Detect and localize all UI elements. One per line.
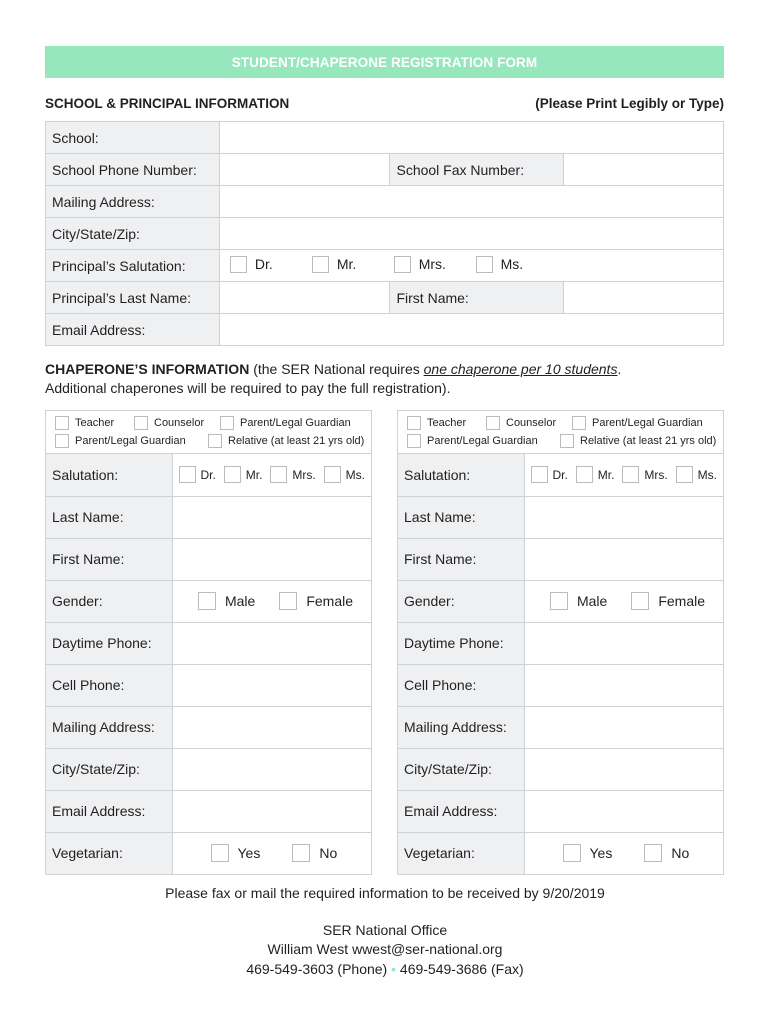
school-fax-label: School Fax Number:: [390, 154, 564, 186]
last-name-field[interactable]: [172, 496, 371, 538]
first-name-label: First Name:: [46, 538, 172, 580]
daytime-phone-label: Daytime Phone:: [46, 622, 172, 664]
mailing-address-label: Mailing Address:: [46, 706, 172, 748]
checkbox[interactable]: [576, 466, 593, 483]
phone-fax-line: [0, 961, 770, 977]
role-options: [398, 411, 723, 454]
salutation-ms-option[interactable]: Ms.: [676, 466, 717, 483]
cell-phone-label: Cell Phone:: [398, 664, 524, 706]
salutation-label: Salutation:: [46, 454, 172, 496]
office-name: SER National Office: [322, 922, 448, 938]
role-relative-option[interactable]: Relative (at least 21 yrs old): [560, 434, 716, 448]
school-fax-field[interactable]: [564, 154, 724, 186]
chaperone-table: [46, 454, 371, 874]
checkbox[interactable]: [220, 416, 234, 430]
role-guardian-option-2[interactable]: Parent/Legal Guardian: [55, 434, 186, 448]
mailing-address-label: Mailing Address:: [46, 186, 220, 218]
deadline-note: Please fax or mail the required information to be received by 9/20/2019: [165, 885, 605, 901]
separator-bullet: •: [391, 961, 397, 977]
role-teacher-option[interactable]: Teacher: [407, 416, 466, 430]
form-title: STUDENT/CHAPERONE REGISTRATION FORM: [45, 46, 724, 78]
chaperone-table: [398, 454, 723, 874]
checkbox[interactable]: [312, 256, 329, 273]
role-teacher-option[interactable]: Teacher: [55, 416, 114, 430]
print-note: (Please Print Legibly or Type): [535, 96, 724, 111]
mailing-address-label: Mailing Address:: [398, 706, 524, 748]
checkbox[interactable]: [476, 256, 493, 273]
principal-first-name-field[interactable]: [564, 282, 724, 314]
daytime-phone-label: Daytime Phone:: [398, 622, 524, 664]
salutation-dr-option[interactable]: Dr.: [230, 256, 308, 273]
cell-phone-label: Cell Phone:: [46, 664, 172, 706]
checkbox[interactable]: [208, 434, 222, 448]
cell-phone-field[interactable]: [524, 664, 723, 706]
office-phone: 469-549-3603 (Phone): [246, 961, 388, 977]
vegetarian-label: Vegetarian:: [398, 832, 524, 874]
checkbox[interactable]: [644, 844, 662, 862]
salutation-mrs-option[interactable]: Mrs.: [270, 466, 315, 483]
salutation-mr-option[interactable]: Mr.: [576, 466, 615, 483]
gender-options: [172, 580, 371, 622]
daytime-phone-field[interactable]: [172, 622, 371, 664]
checkbox[interactable]: [198, 592, 216, 610]
principal-salutation-label: Principal’s Salutation:: [46, 250, 220, 282]
vegetarian-yes-option[interactable]: Yes: [563, 844, 613, 862]
gender-male-option[interactable]: Male: [198, 592, 255, 610]
salutation-mrs-option[interactable]: Mrs.: [394, 256, 472, 273]
checkbox[interactable]: [531, 466, 548, 483]
vegetarian-label: Vegetarian:: [46, 832, 172, 874]
principal-salutation-options: [219, 250, 723, 282]
gender-label: Gender:: [398, 580, 524, 622]
city-state-zip-field[interactable]: [172, 748, 371, 790]
checkbox[interactable]: [55, 416, 69, 430]
salutation-mr-option[interactable]: Mr.: [312, 256, 390, 273]
chaperone-section-heading: CHAPERONE’S INFORMATION (the SER National requires one chaperone per 10 students. Additional chaperones will be required to pay the full registration).: [45, 361, 622, 396]
checkbox[interactable]: [572, 416, 586, 430]
school-phone-field[interactable]: [219, 154, 390, 186]
city-state-zip-label: City/State/Zip:: [398, 748, 524, 790]
checkbox[interactable]: [563, 844, 581, 862]
mailing-address-field[interactable]: [172, 706, 371, 748]
email-label: Email Address:: [46, 790, 172, 832]
role-counselor-option[interactable]: Counselor: [486, 416, 556, 430]
principal-last-name-label: Principal’s Last Name:: [46, 282, 220, 314]
school-phone-label: School Phone Number:: [46, 154, 220, 186]
gender-female-option[interactable]: Female: [279, 592, 353, 610]
vegetarian-no-option[interactable]: No: [292, 844, 337, 862]
checkbox[interactable]: [631, 592, 649, 610]
gender-label: Gender:: [46, 580, 172, 622]
salutation-dr-option[interactable]: Dr.: [179, 466, 216, 483]
role-options: [46, 411, 371, 454]
salutation-ms-option[interactable]: Ms.: [324, 466, 365, 483]
last-name-label: Last Name:: [46, 496, 172, 538]
email-field[interactable]: [172, 790, 371, 832]
contact-line: William West wwest@ser-national.org: [267, 941, 503, 957]
city-state-zip-label: City/State/Zip:: [46, 218, 220, 250]
school-info-table: [45, 121, 724, 346]
checkbox[interactable]: [622, 466, 639, 483]
mailing-address-field[interactable]: [524, 706, 723, 748]
city-state-zip-field[interactable]: [524, 748, 723, 790]
salutation-options: [172, 454, 371, 496]
first-name-field[interactable]: [524, 538, 723, 580]
last-name-label: Last Name:: [398, 496, 524, 538]
checkbox[interactable]: [676, 466, 693, 483]
vegetarian-yes-option[interactable]: Yes: [211, 844, 261, 862]
cell-phone-field[interactable]: [172, 664, 371, 706]
checkbox[interactable]: [324, 466, 341, 483]
checkbox[interactable]: [270, 466, 287, 483]
salutation-mr-option[interactable]: Mr.: [224, 466, 263, 483]
principal-last-name-field[interactable]: [219, 282, 390, 314]
salutation-options: [524, 454, 723, 496]
gender-male-option[interactable]: Male: [550, 592, 607, 610]
office-fax: 469-549-3686 (Fax): [399, 961, 524, 977]
gender-options: [524, 580, 723, 622]
city-state-zip-field[interactable]: [219, 218, 723, 250]
checkbox[interactable]: [560, 434, 574, 448]
school-label: School:: [46, 122, 220, 154]
email-label: Email Address:: [398, 790, 524, 832]
chaperone-form-2: [397, 410, 724, 875]
checkbox[interactable]: [292, 844, 310, 862]
checkbox[interactable]: [134, 416, 148, 430]
vegetarian-options: [172, 832, 371, 874]
gender-female-option[interactable]: Female: [631, 592, 705, 610]
checkbox[interactable]: [407, 416, 421, 430]
email-label: Email Address:: [46, 314, 220, 346]
salutation-label: Salutation:: [398, 454, 524, 496]
email-field[interactable]: [219, 314, 723, 346]
role-guardian-option-2[interactable]: Parent/Legal Guardian: [407, 434, 538, 448]
vegetarian-options: [524, 832, 723, 874]
checkbox[interactable]: [179, 466, 196, 483]
checkbox[interactable]: [407, 434, 421, 448]
chaperone-form-1: [45, 410, 372, 875]
daytime-phone-field[interactable]: [524, 622, 723, 664]
first-name-label: First Name:: [398, 538, 524, 580]
vegetarian-no-option[interactable]: No: [644, 844, 689, 862]
first-name-field[interactable]: [172, 538, 371, 580]
salutation-mrs-option[interactable]: Mrs.: [622, 466, 667, 483]
checkbox[interactable]: [279, 592, 297, 610]
salutation-dr-option[interactable]: Dr.: [531, 466, 568, 483]
checkbox[interactable]: [224, 466, 241, 483]
role-guardian-option[interactable]: Parent/Legal Guardian: [220, 416, 351, 430]
checkbox[interactable]: [394, 256, 411, 273]
email-field[interactable]: [524, 790, 723, 832]
principal-first-name-label: First Name:: [390, 282, 564, 314]
checkbox[interactable]: [230, 256, 247, 273]
checkbox[interactable]: [211, 844, 229, 862]
school-section-heading: SCHOOL & PRINCIPAL INFORMATION: [45, 96, 290, 111]
school-field[interactable]: [219, 122, 723, 154]
checkbox[interactable]: [550, 592, 568, 610]
checkbox[interactable]: [55, 434, 69, 448]
role-guardian-option[interactable]: Parent/Legal Guardian: [572, 416, 703, 430]
role-relative-option[interactable]: Relative (at least 21 yrs old): [208, 434, 364, 448]
mailing-address-field[interactable]: [219, 186, 723, 218]
last-name-field[interactable]: [524, 496, 723, 538]
salutation-ms-option[interactable]: Ms.: [476, 256, 524, 273]
checkbox[interactable]: [486, 416, 500, 430]
role-counselor-option[interactable]: Counselor: [134, 416, 204, 430]
city-state-zip-label: City/State/Zip:: [46, 748, 172, 790]
